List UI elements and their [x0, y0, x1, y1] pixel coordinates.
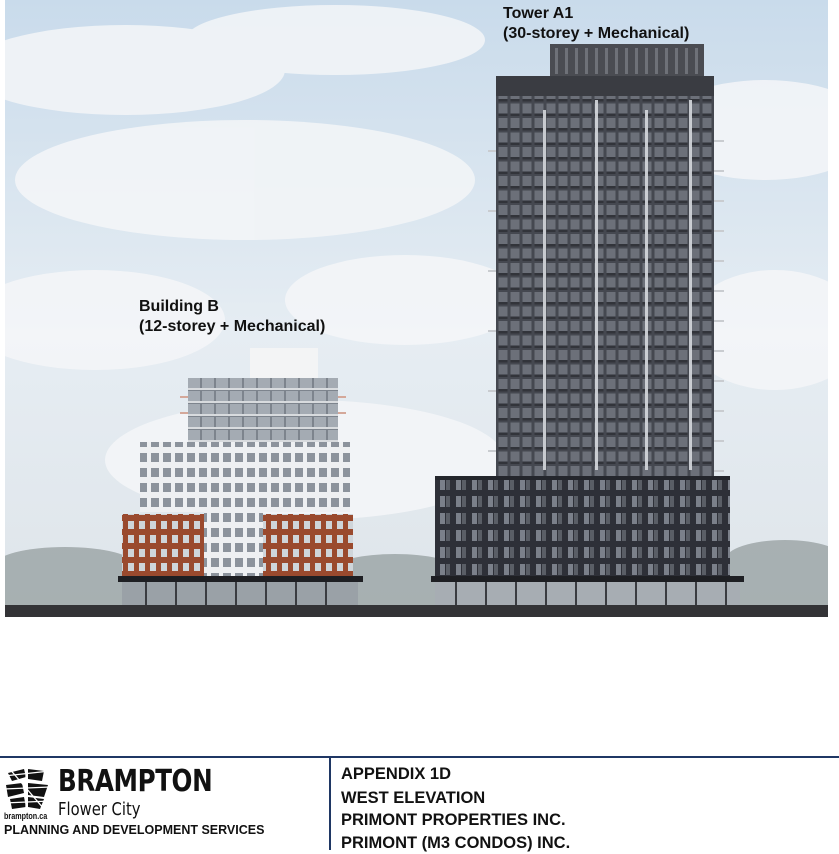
elevation-rendering: [5, 0, 828, 617]
flower-logo-icon: [4, 767, 50, 809]
owner-name: PRIMONT (M3 CONDOS) INC.: [341, 834, 571, 852]
applicant-name: PRIMONT PROPERTIES INC.: [341, 811, 566, 829]
title-block: [0, 756, 839, 850]
appendix-number: APPENDIX 1D: [341, 765, 452, 783]
footer-divider: [329, 758, 331, 850]
tower-a1-label: [503, 4, 689, 44]
department-name: PLANNING AND DEVELOPMENT SERVICES: [4, 823, 265, 837]
website-text: brampton.ca: [4, 811, 48, 821]
flower-city-tagline: Flower City: [58, 799, 141, 820]
tower-a1-name: Tower A1: [503, 5, 574, 22]
building-b-name: Building B: [139, 298, 219, 315]
tower-a1-height: (30-storey + Mechanical): [503, 25, 690, 42]
ground-line: [5, 605, 828, 617]
building-b-height: (12-storey + Mechanical): [139, 318, 326, 335]
building-b-label: [139, 297, 325, 337]
footer-rule: [0, 756, 839, 758]
elevation-title: WEST ELEVATION: [341, 789, 486, 807]
brampton-wordmark: BRAMPTON: [58, 764, 213, 799]
